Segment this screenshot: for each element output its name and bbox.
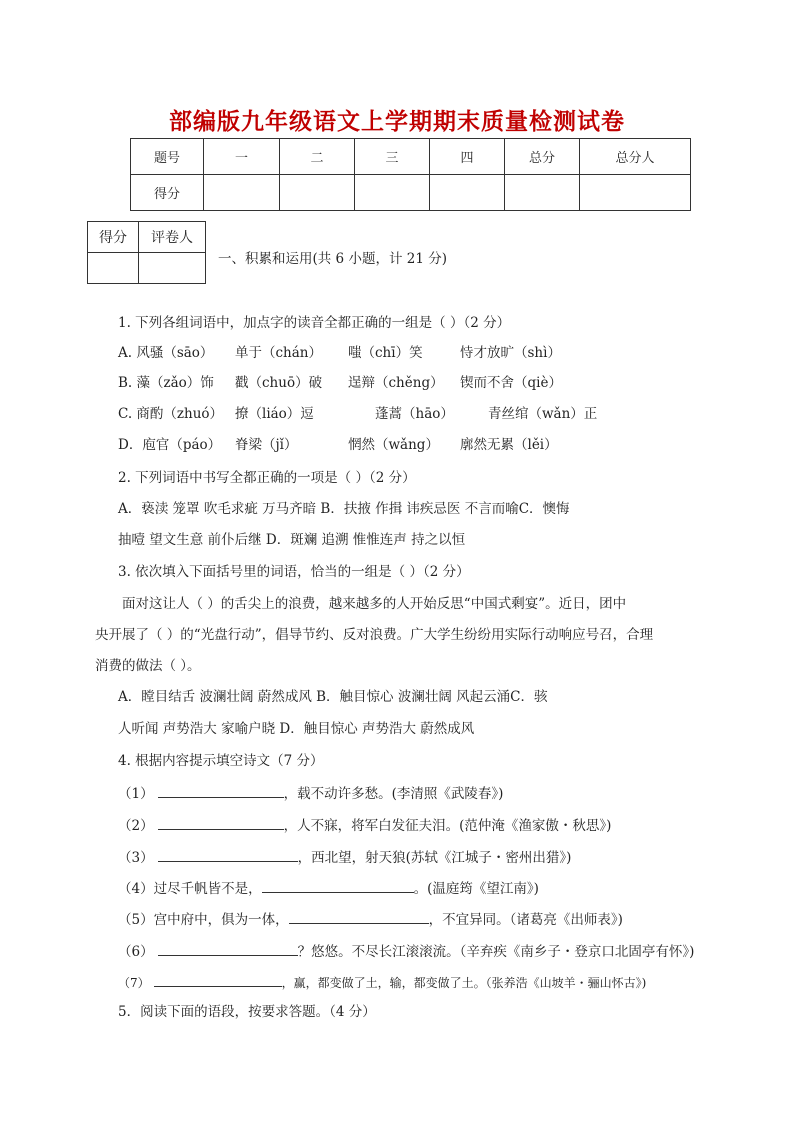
question-5-stem: 5．阅读下面的语段，按要求答题。（4 分） xyxy=(118,1004,376,1020)
q1-option-d-3: 惘然（wǎng） xyxy=(348,437,439,453)
q4-item-3-blank[interactable] xyxy=(158,847,298,862)
q3-passage-line-3: 消费的做法（ ）。 xyxy=(95,658,201,674)
score-cell xyxy=(280,175,355,211)
q1-option-d-4: 廓然无累（lěi） xyxy=(460,437,558,453)
q3-options-line-2: 人听闻 声势浩大 家喻户晓 D．触目惊心 声势浩大 蔚然成风 xyxy=(118,721,475,737)
q1-option-c-1: C. 商酌（zhuó） xyxy=(118,406,224,422)
question-1-stem: 1. 下列各组词语中，加点字的读音全都正确的一组是（ ）（2 分） xyxy=(118,315,511,331)
score-header-cell: 总分人 xyxy=(580,139,691,175)
q4-item-6 xyxy=(118,941,694,961)
q4-item-4 xyxy=(118,878,539,898)
q1-option-b-3: 逞辩（chěng） xyxy=(348,375,444,391)
q1-option-b-4: 锲而不舍（qiè） xyxy=(460,375,562,391)
score-cell xyxy=(505,175,580,211)
q4-item-7 xyxy=(118,972,646,992)
q4-item-3 xyxy=(118,847,571,867)
score-header-cell: 题号 xyxy=(131,139,204,175)
score-table-score-row xyxy=(131,175,691,211)
q4-item-7-number: （7） xyxy=(118,976,150,990)
q3-options-line-1: A．瞠目结舌 波澜壮阔 蔚然成风 B．触目惊心 波澜壮阔 风起云涌C．骇 xyxy=(118,689,548,705)
q4-item-3-text: ，西北望，射天狼(苏轼《江城子・密州出猎》) xyxy=(297,850,572,866)
q4-item-1-number: （1） xyxy=(118,786,154,802)
q1-option-c-3: 蓬蒿（hāo） xyxy=(375,406,454,422)
q1-option-b-1: B. 藻（zǎo）饰 xyxy=(118,375,214,391)
q4-item-5 xyxy=(118,909,623,929)
q1-option-a-2: 单于（chán） xyxy=(235,345,322,361)
q4-item-2 xyxy=(118,815,611,835)
q1-option-a-4: 恃才放旷（shì） xyxy=(460,345,561,361)
q4-item-7-text: ，赢，都变做了土，输，都变做了土。（张养浩《山坡羊・骊山怀古》) xyxy=(281,976,647,990)
q2-options-line-2: 抽噎 望文生意 前仆后继 D．斑斓 追溯 惟惟连声 持之以恒 xyxy=(118,532,466,548)
page-title: 部编版九年级语文上学期期末质量检测试卷 xyxy=(169,109,625,135)
score-header-cell: 总分 xyxy=(505,139,580,175)
score-table xyxy=(130,138,691,211)
q3-passage-line-1: 面对这让人（ ）的舌尖上的浪费，越来越多的人开始反思“中国式剩宴”。近日，团中 xyxy=(122,596,627,612)
grader-name-cell xyxy=(139,253,206,284)
q4-item-4-text: 。(温庭筠《望江南》) xyxy=(413,881,539,897)
q4-item-3-number: （3） xyxy=(118,850,154,866)
q1-option-a-1: A. 风骚（sāo） xyxy=(118,345,214,361)
q4-item-5-blank[interactable] xyxy=(289,909,429,924)
score-cell xyxy=(580,175,691,211)
question-4-stem: 4. 根据内容提示填空诗文（7 分） xyxy=(118,753,324,769)
grader-table xyxy=(87,221,206,284)
q4-item-5-text: ，不宜异同。（诸葛亮《出师表》) xyxy=(428,912,623,928)
q4-item-4-prefix: （4）过尽千帆皆不是， xyxy=(118,881,262,897)
score-cell xyxy=(430,175,505,211)
q4-item-1-blank[interactable] xyxy=(158,783,284,798)
q1-option-d-1: D．庖官（páo） xyxy=(118,437,222,453)
q4-item-1-text: ，载不动许多愁。(李清照《武陵春》) xyxy=(283,786,504,802)
q4-item-1 xyxy=(118,783,503,803)
q4-item-2-text: ，人不寐，将军白发征夫泪。(范仲淹《渔家傲・秋思》) xyxy=(283,818,612,834)
score-header-cell: 三 xyxy=(355,139,430,175)
q4-item-6-number: （6） xyxy=(118,944,154,960)
q2-options-line-1: A．亵渎 笼罩 吹毛求疵 万马齐暗 B．扶掖 作揖 讳疾忌医 不言而喻C．懊悔 xyxy=(118,501,570,517)
q1-option-c-4: 青丝绾（wǎn）正 xyxy=(488,406,598,422)
q4-item-2-blank[interactable] xyxy=(158,815,284,830)
q4-item-5-prefix: （5）宫中府中，俱为一体， xyxy=(118,912,289,928)
grader-name-label: 评卷人 xyxy=(139,222,206,253)
grader-score-label: 得分 xyxy=(88,222,139,253)
q1-option-d-2: 脊梁（jǐ） xyxy=(235,437,298,453)
q4-item-6-blank[interactable] xyxy=(158,941,298,956)
score-header-cell: 四 xyxy=(430,139,505,175)
score-row-label: 得分 xyxy=(131,175,204,211)
section-heading: 一、积累和运用(共 6 小题，计 21 分) xyxy=(218,251,447,267)
score-table-header-row xyxy=(131,139,691,175)
q1-option-c-2: 撩（liáo）逗 xyxy=(235,406,314,422)
q3-passage-line-2: 央开展了（ ）的“光盘行动”，倡导节约、反对浪费。广大学生纷纷用实际行动响应号召，合理 xyxy=(95,627,654,643)
q1-option-a-3: 嗤（chī）笑 xyxy=(348,345,423,361)
q4-item-7-blank[interactable] xyxy=(154,972,282,987)
q4-item-2-number: （2） xyxy=(118,818,154,834)
q1-option-b-2: 戳（chuō）破 xyxy=(235,375,323,391)
question-3-stem: 3. 依次填入下面括号里的词语，恰当的一组是（ ）（2 分） xyxy=(118,564,470,580)
q4-item-6-text: ？悠悠。不尽长江滚滚流。（辛弃疾《南乡子・登京口北固亭有怀》) xyxy=(297,944,695,960)
score-header-cell: 一 xyxy=(204,139,280,175)
score-header-cell: 二 xyxy=(280,139,355,175)
score-cell xyxy=(204,175,280,211)
grader-score-cell xyxy=(88,253,139,284)
score-cell xyxy=(355,175,430,211)
question-2-stem: 2. 下列词语中书写全都正确的一项是（ ）（2 分） xyxy=(118,470,416,486)
q4-item-4-blank[interactable] xyxy=(262,878,414,893)
